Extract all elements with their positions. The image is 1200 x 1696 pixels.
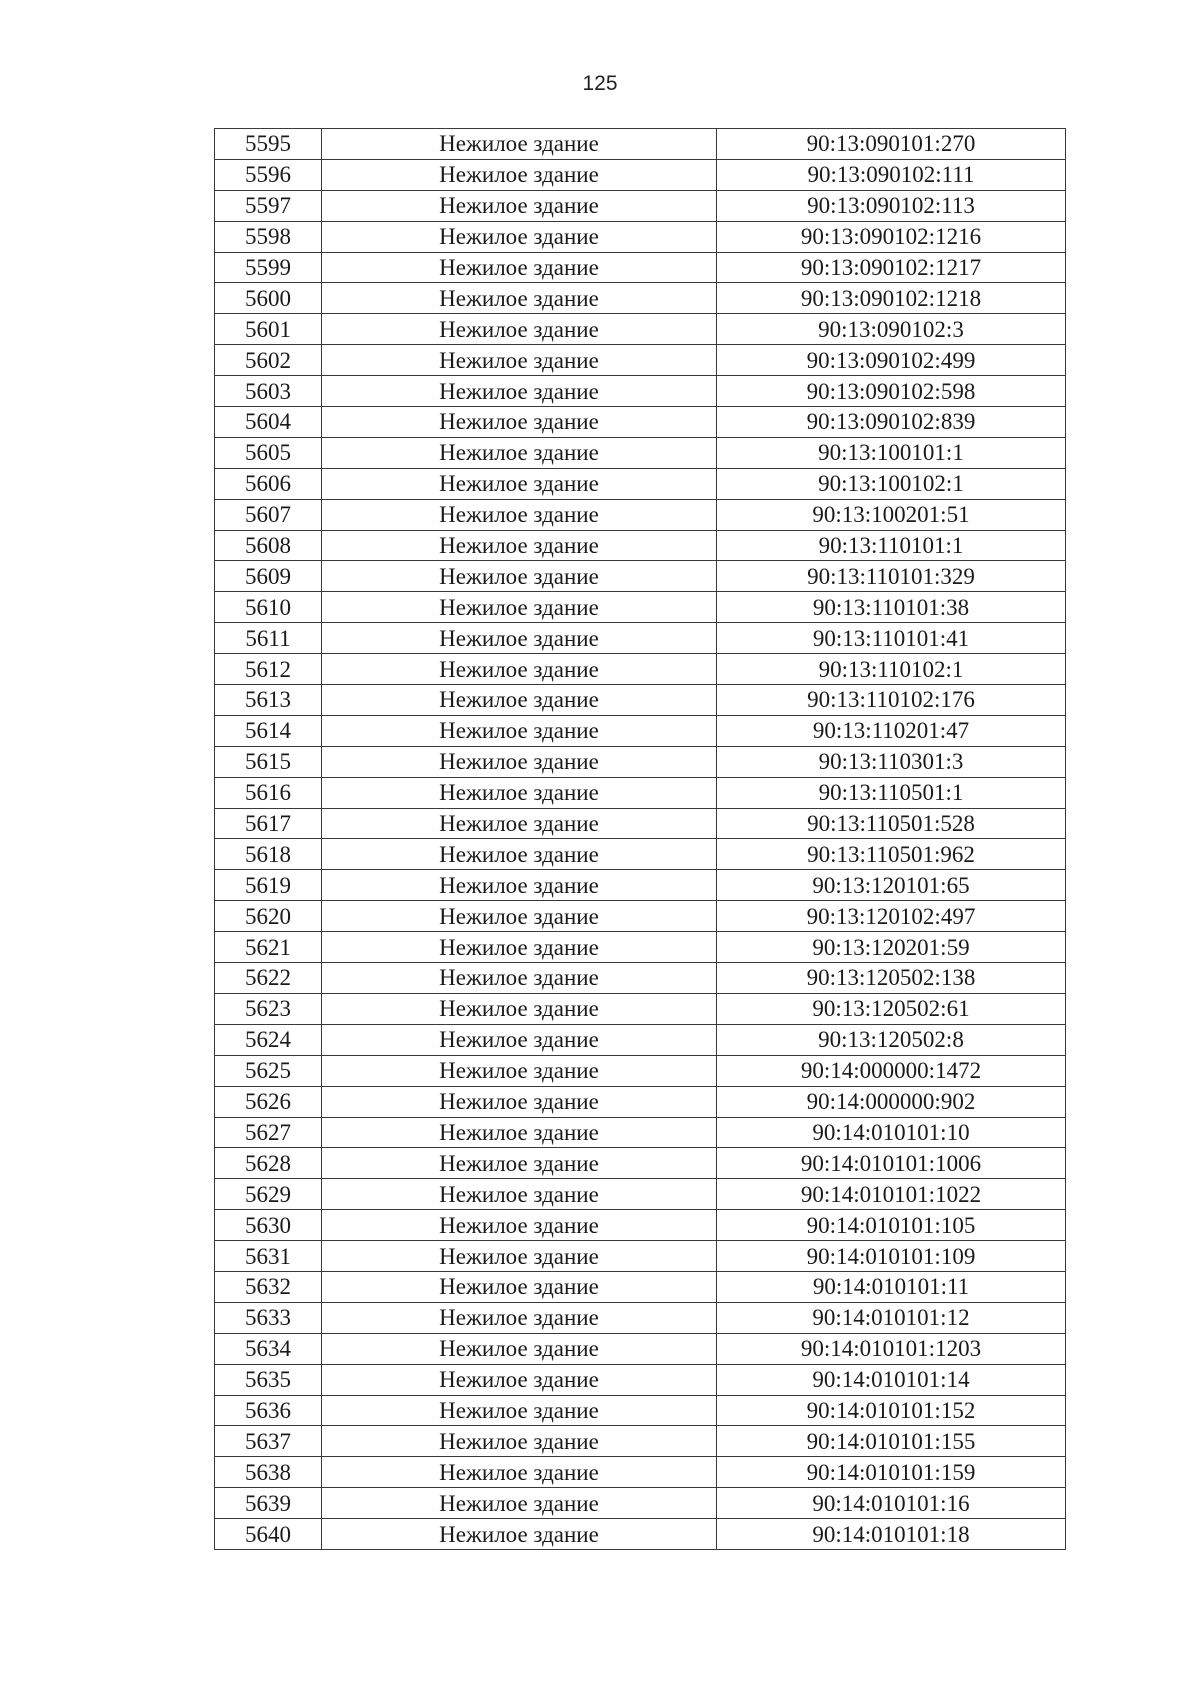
cadastral-number-cell: 90:13:120101:65: [717, 870, 1066, 901]
table-row: [215, 1488, 1066, 1519]
object-type-cell: Нежилое здание: [322, 561, 717, 592]
table-row: [215, 1395, 1066, 1426]
object-type-cell: Нежилое здание: [322, 777, 717, 808]
cadastral-number-cell: 90:13:120102:497: [717, 901, 1066, 932]
row-number-cell: 5617: [215, 808, 322, 839]
table-row: [215, 1457, 1066, 1488]
table-row: [215, 1241, 1066, 1272]
table-row: [215, 499, 1066, 530]
object-type-cell: Нежилое здание: [322, 1488, 717, 1519]
row-number-cell: 5639: [215, 1488, 322, 1519]
cadastral-number-cell: 90:14:000000:902: [717, 1086, 1066, 1117]
table-row: [215, 1210, 1066, 1241]
row-number-cell: 5606: [215, 468, 322, 499]
table-row: [215, 839, 1066, 870]
row-number-cell: 5602: [215, 345, 322, 376]
row-number-cell: 5630: [215, 1210, 322, 1241]
row-number-cell: 5599: [215, 252, 322, 283]
object-type-cell: Нежилое здание: [322, 1395, 717, 1426]
row-number-cell: 5621: [215, 932, 322, 963]
cadastral-number-cell: 90:13:120502:8: [717, 1024, 1066, 1055]
cadastral-number-cell: 90:13:090102:3: [717, 314, 1066, 345]
cadastral-number-cell: 90:13:100101:1: [717, 437, 1066, 468]
table-row: [215, 407, 1066, 438]
row-number-cell: 5636: [215, 1395, 322, 1426]
table-row: [215, 715, 1066, 746]
cadastral-number-cell: 90:14:010101:1022: [717, 1179, 1066, 1210]
object-type-cell: Нежилое здание: [322, 1055, 717, 1086]
object-type-cell: Нежилое здание: [322, 1271, 717, 1302]
table-row: [215, 1364, 1066, 1395]
row-number-cell: 5607: [215, 499, 322, 530]
row-number-cell: 5625: [215, 1055, 322, 1086]
table-row: [215, 530, 1066, 561]
object-type-cell: Нежилое здание: [322, 283, 717, 314]
object-type-cell: Нежилое здание: [322, 1086, 717, 1117]
row-number-cell: 5612: [215, 654, 322, 685]
cadastral-number-cell: 90:13:100201:51: [717, 499, 1066, 530]
cadastral-number-cell: 90:14:010101:159: [717, 1457, 1066, 1488]
cadastral-number-cell: 90:14:010101:18: [717, 1519, 1066, 1550]
row-number-cell: 5616: [215, 777, 322, 808]
row-number-cell: 5609: [215, 561, 322, 592]
table-row: [215, 623, 1066, 654]
object-type-cell: Нежилое здание: [322, 1426, 717, 1457]
cadastral-number-cell: 90:14:010101:10: [717, 1117, 1066, 1148]
object-type-cell: Нежилое здание: [322, 870, 717, 901]
cadastral-number-cell: 90:13:090101:270: [717, 129, 1066, 160]
object-type-cell: Нежилое здание: [322, 963, 717, 994]
table-row: [215, 1086, 1066, 1117]
object-type-cell: Нежилое здание: [322, 407, 717, 438]
object-type-cell: Нежилое здание: [322, 1519, 717, 1550]
row-number-cell: 5631: [215, 1241, 322, 1272]
row-number-cell: 5635: [215, 1364, 322, 1395]
row-number-cell: 5614: [215, 715, 322, 746]
row-number-cell: 5634: [215, 1333, 322, 1364]
cadastral-number-cell: 90:14:010101:105: [717, 1210, 1066, 1241]
cadastral-number-cell: 90:14:010101:152: [717, 1395, 1066, 1426]
object-type-cell: Нежилое здание: [322, 468, 717, 499]
table-row: [215, 159, 1066, 190]
cadastral-number-cell: 90:13:110101:38: [717, 592, 1066, 623]
table-row: [215, 1271, 1066, 1302]
cadastral-number-cell: 90:14:010101:14: [717, 1364, 1066, 1395]
object-type-cell: Нежилое здание: [322, 376, 717, 407]
row-number-cell: 5640: [215, 1519, 322, 1550]
table-row: [215, 963, 1066, 994]
cadastral-number-cell: 90:13:090102:839: [717, 407, 1066, 438]
object-type-cell: Нежилое здание: [322, 654, 717, 685]
table-row: [215, 314, 1066, 345]
object-type-cell: Нежилое здание: [322, 808, 717, 839]
row-number-cell: 5601: [215, 314, 322, 345]
cadastral-number-cell: 90:13:110301:3: [717, 746, 1066, 777]
row-number-cell: 5605: [215, 437, 322, 468]
row-number-cell: 5596: [215, 159, 322, 190]
table-row: [215, 901, 1066, 932]
object-type-cell: Нежилое здание: [322, 345, 717, 376]
cadastral-number-cell: 90:13:110501:1: [717, 777, 1066, 808]
table-row: [215, 376, 1066, 407]
row-number-cell: 5610: [215, 592, 322, 623]
cadastral-number-cell: 90:14:010101:1203: [717, 1333, 1066, 1364]
row-number-cell: 5624: [215, 1024, 322, 1055]
object-type-cell: Нежилое здание: [322, 1457, 717, 1488]
object-type-cell: Нежилое здание: [322, 901, 717, 932]
table-row: [215, 746, 1066, 777]
object-type-cell: Нежилое здание: [322, 252, 717, 283]
row-number-cell: 5633: [215, 1302, 322, 1333]
property-table: [214, 128, 1066, 1550]
cadastral-number-cell: 90:13:110102:176: [717, 685, 1066, 716]
table-row: [215, 345, 1066, 376]
row-number-cell: 5618: [215, 839, 322, 870]
row-number-cell: 5611: [215, 623, 322, 654]
cadastral-number-cell: 90:13:090102:1218: [717, 283, 1066, 314]
table-row: [215, 654, 1066, 685]
page-number: 125: [582, 72, 618, 95]
object-type-cell: Нежилое здание: [322, 1148, 717, 1179]
row-number-cell: 5603: [215, 376, 322, 407]
cadastral-number-cell: 90:13:090102:113: [717, 190, 1066, 221]
object-type-cell: Нежилое здание: [322, 530, 717, 561]
object-type-cell: Нежилое здание: [322, 129, 717, 160]
cadastral-number-cell: 90:13:090102:1216: [717, 221, 1066, 252]
cadastral-number-cell: 90:13:120502:61: [717, 993, 1066, 1024]
row-number-cell: 5613: [215, 685, 322, 716]
row-number-cell: 5632: [215, 1271, 322, 1302]
row-number-cell: 5608: [215, 530, 322, 561]
cadastral-number-cell: 90:13:090102:499: [717, 345, 1066, 376]
row-number-cell: 5622: [215, 963, 322, 994]
table-body: [215, 129, 1066, 1550]
object-type-cell: Нежилое здание: [322, 159, 717, 190]
object-type-cell: Нежилое здание: [322, 1210, 717, 1241]
cadastral-number-cell: 90:13:110101:41: [717, 623, 1066, 654]
row-number-cell: 5598: [215, 221, 322, 252]
table-row: [215, 561, 1066, 592]
table-row: [215, 808, 1066, 839]
cadastral-number-cell: 90:14:010101:16: [717, 1488, 1066, 1519]
cadastral-number-cell: 90:13:110501:528: [717, 808, 1066, 839]
object-type-cell: Нежилое здание: [322, 499, 717, 530]
row-number-cell: 5638: [215, 1457, 322, 1488]
object-type-cell: Нежилое здание: [322, 1302, 717, 1333]
cadastral-number-cell: 90:14:010101:155: [717, 1426, 1066, 1457]
object-type-cell: Нежилое здание: [322, 1179, 717, 1210]
row-number-cell: 5626: [215, 1086, 322, 1117]
object-type-cell: Нежилое здание: [322, 746, 717, 777]
object-type-cell: Нежилое здание: [322, 932, 717, 963]
row-number-cell: 5627: [215, 1117, 322, 1148]
table-row: [215, 190, 1066, 221]
table-row: [215, 283, 1066, 314]
table-row: [215, 1148, 1066, 1179]
cadastral-number-cell: 90:13:110201:47: [717, 715, 1066, 746]
cadastral-number-cell: 90:13:110101:329: [717, 561, 1066, 592]
object-type-cell: Нежилое здание: [322, 715, 717, 746]
table-row: [215, 870, 1066, 901]
table-row: [215, 685, 1066, 716]
object-type-cell: Нежилое здание: [322, 221, 717, 252]
object-type-cell: Нежилое здание: [322, 437, 717, 468]
object-type-cell: Нежилое здание: [322, 685, 717, 716]
table-row: [215, 221, 1066, 252]
cadastral-number-cell: 90:14:010101:109: [717, 1241, 1066, 1272]
table-row: [215, 993, 1066, 1024]
row-number-cell: 5597: [215, 190, 322, 221]
cadastral-number-cell: 90:14:000000:1472: [717, 1055, 1066, 1086]
cadastral-number-cell: 90:13:110101:1: [717, 530, 1066, 561]
cadastral-number-cell: 90:13:090102:598: [717, 376, 1066, 407]
table-row: [215, 592, 1066, 623]
row-number-cell: 5615: [215, 746, 322, 777]
object-type-cell: Нежилое здание: [322, 1241, 717, 1272]
table-row: [215, 1519, 1066, 1550]
table-row: [215, 1024, 1066, 1055]
cadastral-number-cell: 90:14:010101:1006: [717, 1148, 1066, 1179]
row-number-cell: 5604: [215, 407, 322, 438]
object-type-cell: Нежилое здание: [322, 1333, 717, 1364]
row-number-cell: 5623: [215, 993, 322, 1024]
row-number-cell: 5620: [215, 901, 322, 932]
cadastral-number-cell: 90:13:110102:1: [717, 654, 1066, 685]
table-row: [215, 1117, 1066, 1148]
row-number-cell: 5637: [215, 1426, 322, 1457]
row-number-cell: 5600: [215, 283, 322, 314]
table-row: [215, 1426, 1066, 1457]
table-row: [215, 129, 1066, 160]
cadastral-number-cell: 90:13:090102:1217: [717, 252, 1066, 283]
object-type-cell: Нежилое здание: [322, 623, 717, 654]
cadastral-number-cell: 90:13:120201:59: [717, 932, 1066, 963]
cadastral-number-cell: 90:13:100102:1: [717, 468, 1066, 499]
object-type-cell: Нежилое здание: [322, 1364, 717, 1395]
table-row: [215, 252, 1066, 283]
table-row: [215, 777, 1066, 808]
table-row: [215, 1302, 1066, 1333]
cadastral-number-cell: 90:14:010101:11: [717, 1271, 1066, 1302]
object-type-cell: Нежилое здание: [322, 592, 717, 623]
row-number-cell: 5629: [215, 1179, 322, 1210]
cadastral-number-cell: 90:14:010101:12: [717, 1302, 1066, 1333]
row-number-cell: 5595: [215, 129, 322, 160]
object-type-cell: Нежилое здание: [322, 839, 717, 870]
table-row: [215, 932, 1066, 963]
row-number-cell: 5628: [215, 1148, 322, 1179]
object-type-cell: Нежилое здание: [322, 314, 717, 345]
object-type-cell: Нежилое здание: [322, 190, 717, 221]
cadastral-number-cell: 90:13:120502:138: [717, 963, 1066, 994]
table-row: [215, 468, 1066, 499]
cadastral-number-cell: 90:13:110501:962: [717, 839, 1066, 870]
object-type-cell: Нежилое здание: [322, 993, 717, 1024]
object-type-cell: Нежилое здание: [322, 1117, 717, 1148]
row-number-cell: 5619: [215, 870, 322, 901]
table-row: [215, 1179, 1066, 1210]
table-row: [215, 437, 1066, 468]
table-row: [215, 1333, 1066, 1364]
table-row: [215, 1055, 1066, 1086]
cadastral-number-cell: 90:13:090102:111: [717, 159, 1066, 190]
object-type-cell: Нежилое здание: [322, 1024, 717, 1055]
